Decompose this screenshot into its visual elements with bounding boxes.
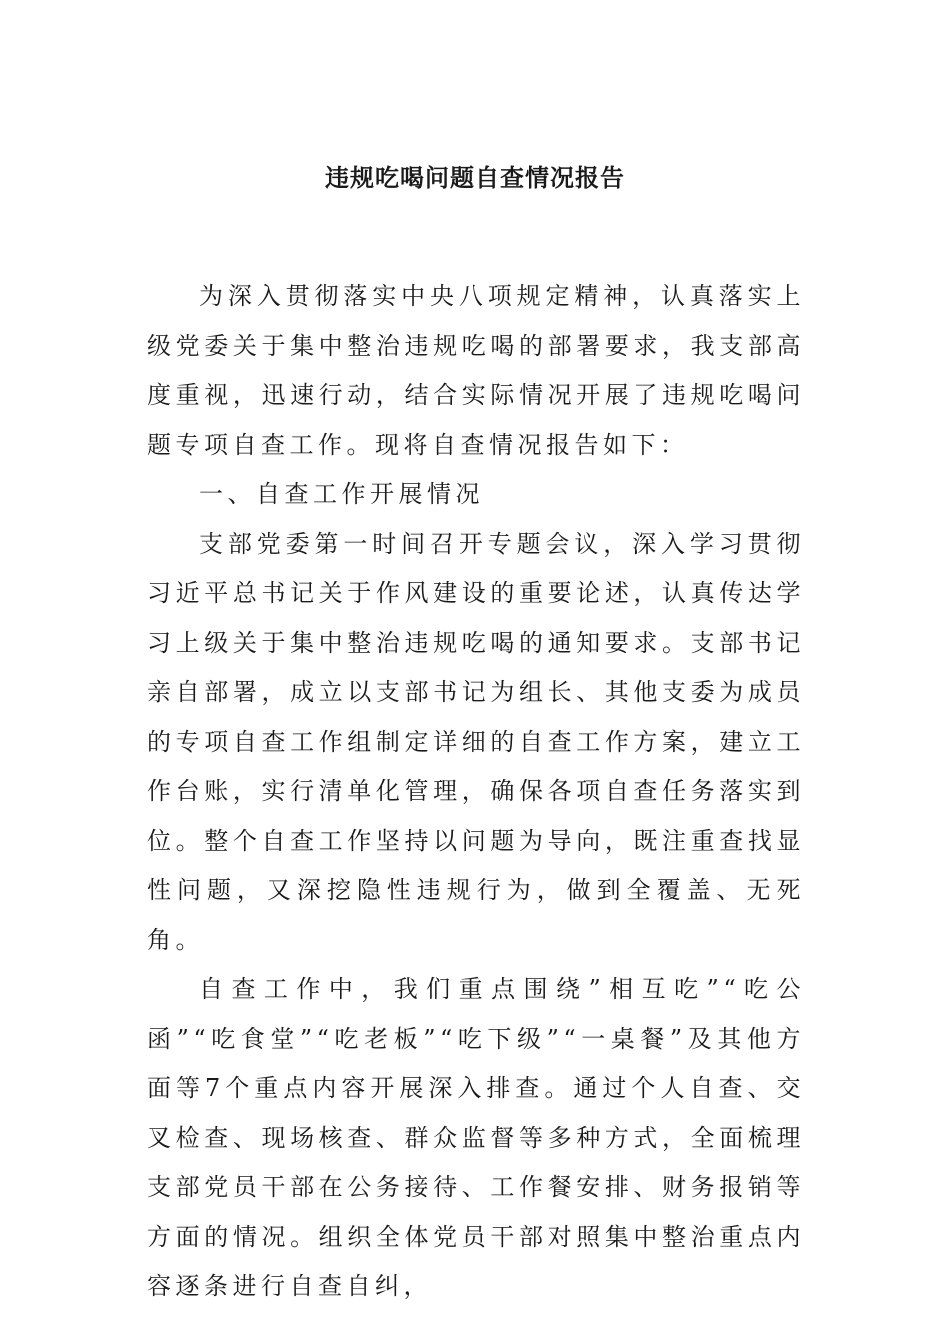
section-heading-1: 一、自查工作开展情况: [199, 480, 484, 508]
paragraph-section-1: 支部党委第一时间召开专题会议，深入学习贯彻习近平总书记关于作风建设的重要论述，认真传达学习上级关于集中整治违规吃喝的通知要求。支部书记亲自部署，成立以支部书记为组长、其他支委为成员的专项自查工作组制定详细的自查工作方案，建立工作台账，实行清单化管理，确保各项自查任务落实到位。整个自查工作坚持以问题为导向，既注重查找显性问题，又深挖隐性违规行为，做到全覆盖、无死角。: [147, 529, 805, 954]
document-body: [147, 272, 805, 1312]
document-title: 违规吃喝问题自查情况报告: [325, 164, 625, 192]
paragraph-intro: 为深入贯彻落实中央八项规定精神，认真落实上级党委关于集中整治违规吃喝的部署要求，我支部高度重视，迅速行动，结合实际情况开展了违规吃喝问题专项自查工作。现将自查情况报告如下：: [147, 282, 805, 459]
paragraph-section-1-detail: 自查工作中，我们重点围绕”相互吃”“吃公函”“吃食堂”“吃老板”“吃下级”“一桌餐”及其他方面等7个重点内容开展深入排查。通过个人自查、交叉检查、现场核查、群众监督等多种方式，全面梳理支部党员干部在公务接待、工作餐安排、财务报销等方面的情况。组织全体党员干部对照集中整治重点内容逐条进行自查自纠，: [147, 975, 805, 1300]
